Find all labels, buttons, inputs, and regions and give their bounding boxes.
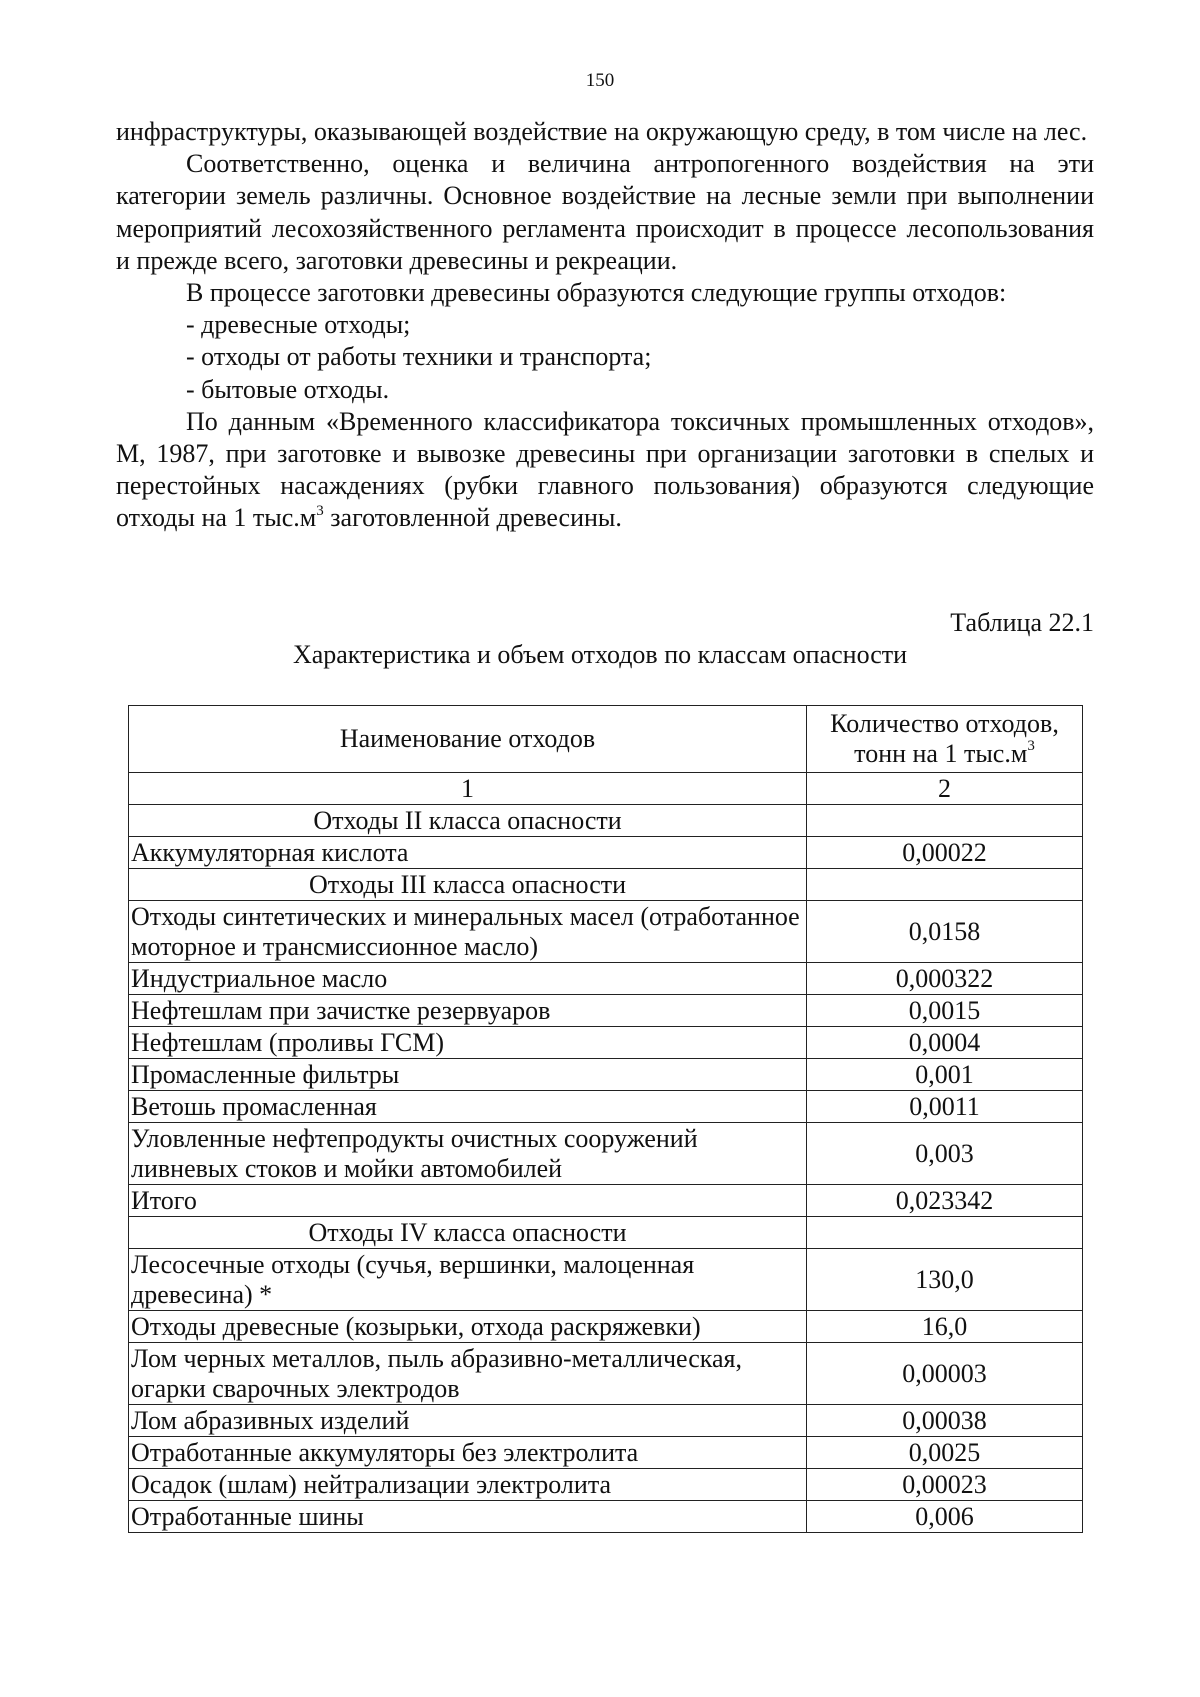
table-label: Таблица 22.1 xyxy=(950,608,1094,637)
paragraph-text: заготовленной древесины. xyxy=(323,503,622,533)
group-title: Отходы IV класса опасности xyxy=(129,1217,807,1249)
waste-amount: 0,00003 xyxy=(807,1343,1083,1405)
table-row xyxy=(129,1249,1083,1311)
table-row xyxy=(129,1091,1083,1123)
waste-name: Индустриальное масло xyxy=(129,963,807,995)
waste-amount: 0,0015 xyxy=(807,995,1083,1027)
waste-amount: 0,00023 xyxy=(807,1469,1083,1501)
paragraph: Соответственно, оценка и величина антропогенного воздействия на эти категории земель различны. Основное воздействие на лесные земли при выполнении мероприятий лесохозяйственного регламента происходит в процессе лесопользования и прежде всего, заготовки древесины и рекреации. xyxy=(116,149,1094,275)
waste-amount: 0,001 xyxy=(807,1059,1083,1091)
group-header-row xyxy=(129,805,1083,837)
list-item: - древесные отходы; xyxy=(186,310,411,340)
superscript: 3 xyxy=(316,502,324,519)
waste-name: Отходы древесные (козырьки, отхода раскряжевки) xyxy=(129,1311,807,1343)
table-row xyxy=(129,1501,1083,1533)
table-row xyxy=(129,1437,1083,1469)
waste-name: Лесосечные отходы (сучья, вершинки, малоценная древесина) * xyxy=(129,1249,807,1311)
body-text xyxy=(116,116,1094,535)
waste-table xyxy=(128,705,1083,1533)
group-header-row xyxy=(129,869,1083,901)
table-row xyxy=(129,1343,1083,1405)
waste-amount: 0,0011 xyxy=(807,1091,1083,1123)
waste-name: Нефтешлам при зачистке резервуаров xyxy=(129,995,807,1027)
waste-name: Нефтешлам (проливы ГСМ) xyxy=(129,1027,807,1059)
waste-name: Уловленные нефтепродукты очистных сооружений ливневых стоков и мойки автомобилей xyxy=(129,1123,807,1185)
table-row xyxy=(129,995,1083,1027)
paragraph xyxy=(116,406,1094,535)
empty-cell xyxy=(807,869,1083,901)
waste-name: Отходы синтетических и минеральных масел (отработанное моторное и трансмиссионное масло) xyxy=(129,901,807,963)
waste-amount: 0,0025 xyxy=(807,1437,1083,1469)
waste-amount: 0,00022 xyxy=(807,837,1083,869)
table-header-row xyxy=(129,706,1083,773)
waste-amount: 0,003 xyxy=(807,1123,1083,1185)
waste-amount: 16,0 xyxy=(807,1311,1083,1343)
table-row xyxy=(129,1123,1083,1185)
table-row xyxy=(129,1311,1083,1343)
table-row xyxy=(129,1059,1083,1091)
header-text: тонн на 1 тыс.м xyxy=(854,739,1028,768)
waste-amount: 0,000322 xyxy=(807,963,1083,995)
header-cell xyxy=(807,706,1083,773)
waste-amount: 130,0 xyxy=(807,1249,1083,1311)
waste-amount: 0,00038 xyxy=(807,1405,1083,1437)
paragraph: В процессе заготовки древесины образуются следующие группы отходов: xyxy=(186,278,1007,308)
waste-name: Лом черных металлов, пыль абразивно-металлическая, огарки сварочных электродов xyxy=(129,1343,807,1405)
table-row xyxy=(129,1405,1083,1437)
table-row xyxy=(129,901,1083,963)
table-title: Характеристика и объем отходов по классам опасности xyxy=(292,640,908,669)
group-header-row xyxy=(129,1217,1083,1249)
waste-name: Лом абразивных изделий xyxy=(129,1405,807,1437)
list-item: - отходы от работы техники и транспорта; xyxy=(186,342,652,372)
waste-amount: 0,0158 xyxy=(807,901,1083,963)
table-row xyxy=(129,963,1083,995)
table-row xyxy=(129,837,1083,869)
empty-cell xyxy=(807,1217,1083,1249)
paragraph: инфраструктуры, оказывающей воздействие на окружающую среду, в том числе на лес. xyxy=(116,117,1088,146)
waste-name: Ветошь промасленная xyxy=(129,1091,807,1123)
waste-amount: 0,006 xyxy=(807,1501,1083,1533)
paragraph-text: По данным «Временного классификатора токсичных промышленных отходов», М, 1987, при заготовке и вывозке древесины при организации заготовки в спелых и перестойных насаждениях (рубки главного пользования) образуются следующие отходы на 1 тыс.м xyxy=(116,406,1094,533)
empty-cell xyxy=(807,805,1083,837)
header-text: Количество отходов, xyxy=(830,709,1059,738)
waste-name: Осадок (шлам) нейтрализации электролита xyxy=(129,1469,807,1501)
group-title: Отходы III класса опасности xyxy=(129,869,807,901)
table-row xyxy=(129,1185,1083,1217)
table-row xyxy=(129,1027,1083,1059)
column-number: 2 xyxy=(807,773,1083,805)
list-item: - бытовые отходы. xyxy=(186,374,390,404)
waste-amount: 0,023342 xyxy=(807,1185,1083,1217)
column-number-row xyxy=(129,773,1083,805)
page-number: 150 xyxy=(585,70,615,91)
waste-name: Отработанные шины xyxy=(129,1501,807,1533)
table-row xyxy=(129,1469,1083,1501)
group-title: Отходы II класса опасности xyxy=(129,805,807,837)
waste-name: Аккумуляторная кислота xyxy=(129,837,807,869)
waste-amount: 0,0004 xyxy=(807,1027,1083,1059)
superscript: 3 xyxy=(1027,738,1035,755)
waste-name: Промасленные фильтры xyxy=(129,1059,807,1091)
waste-name: Итого xyxy=(129,1185,807,1217)
column-number: 1 xyxy=(129,773,807,805)
header-cell: Наименование отходов xyxy=(129,706,807,773)
waste-name: Отработанные аккумуляторы без электролита xyxy=(129,1437,807,1469)
